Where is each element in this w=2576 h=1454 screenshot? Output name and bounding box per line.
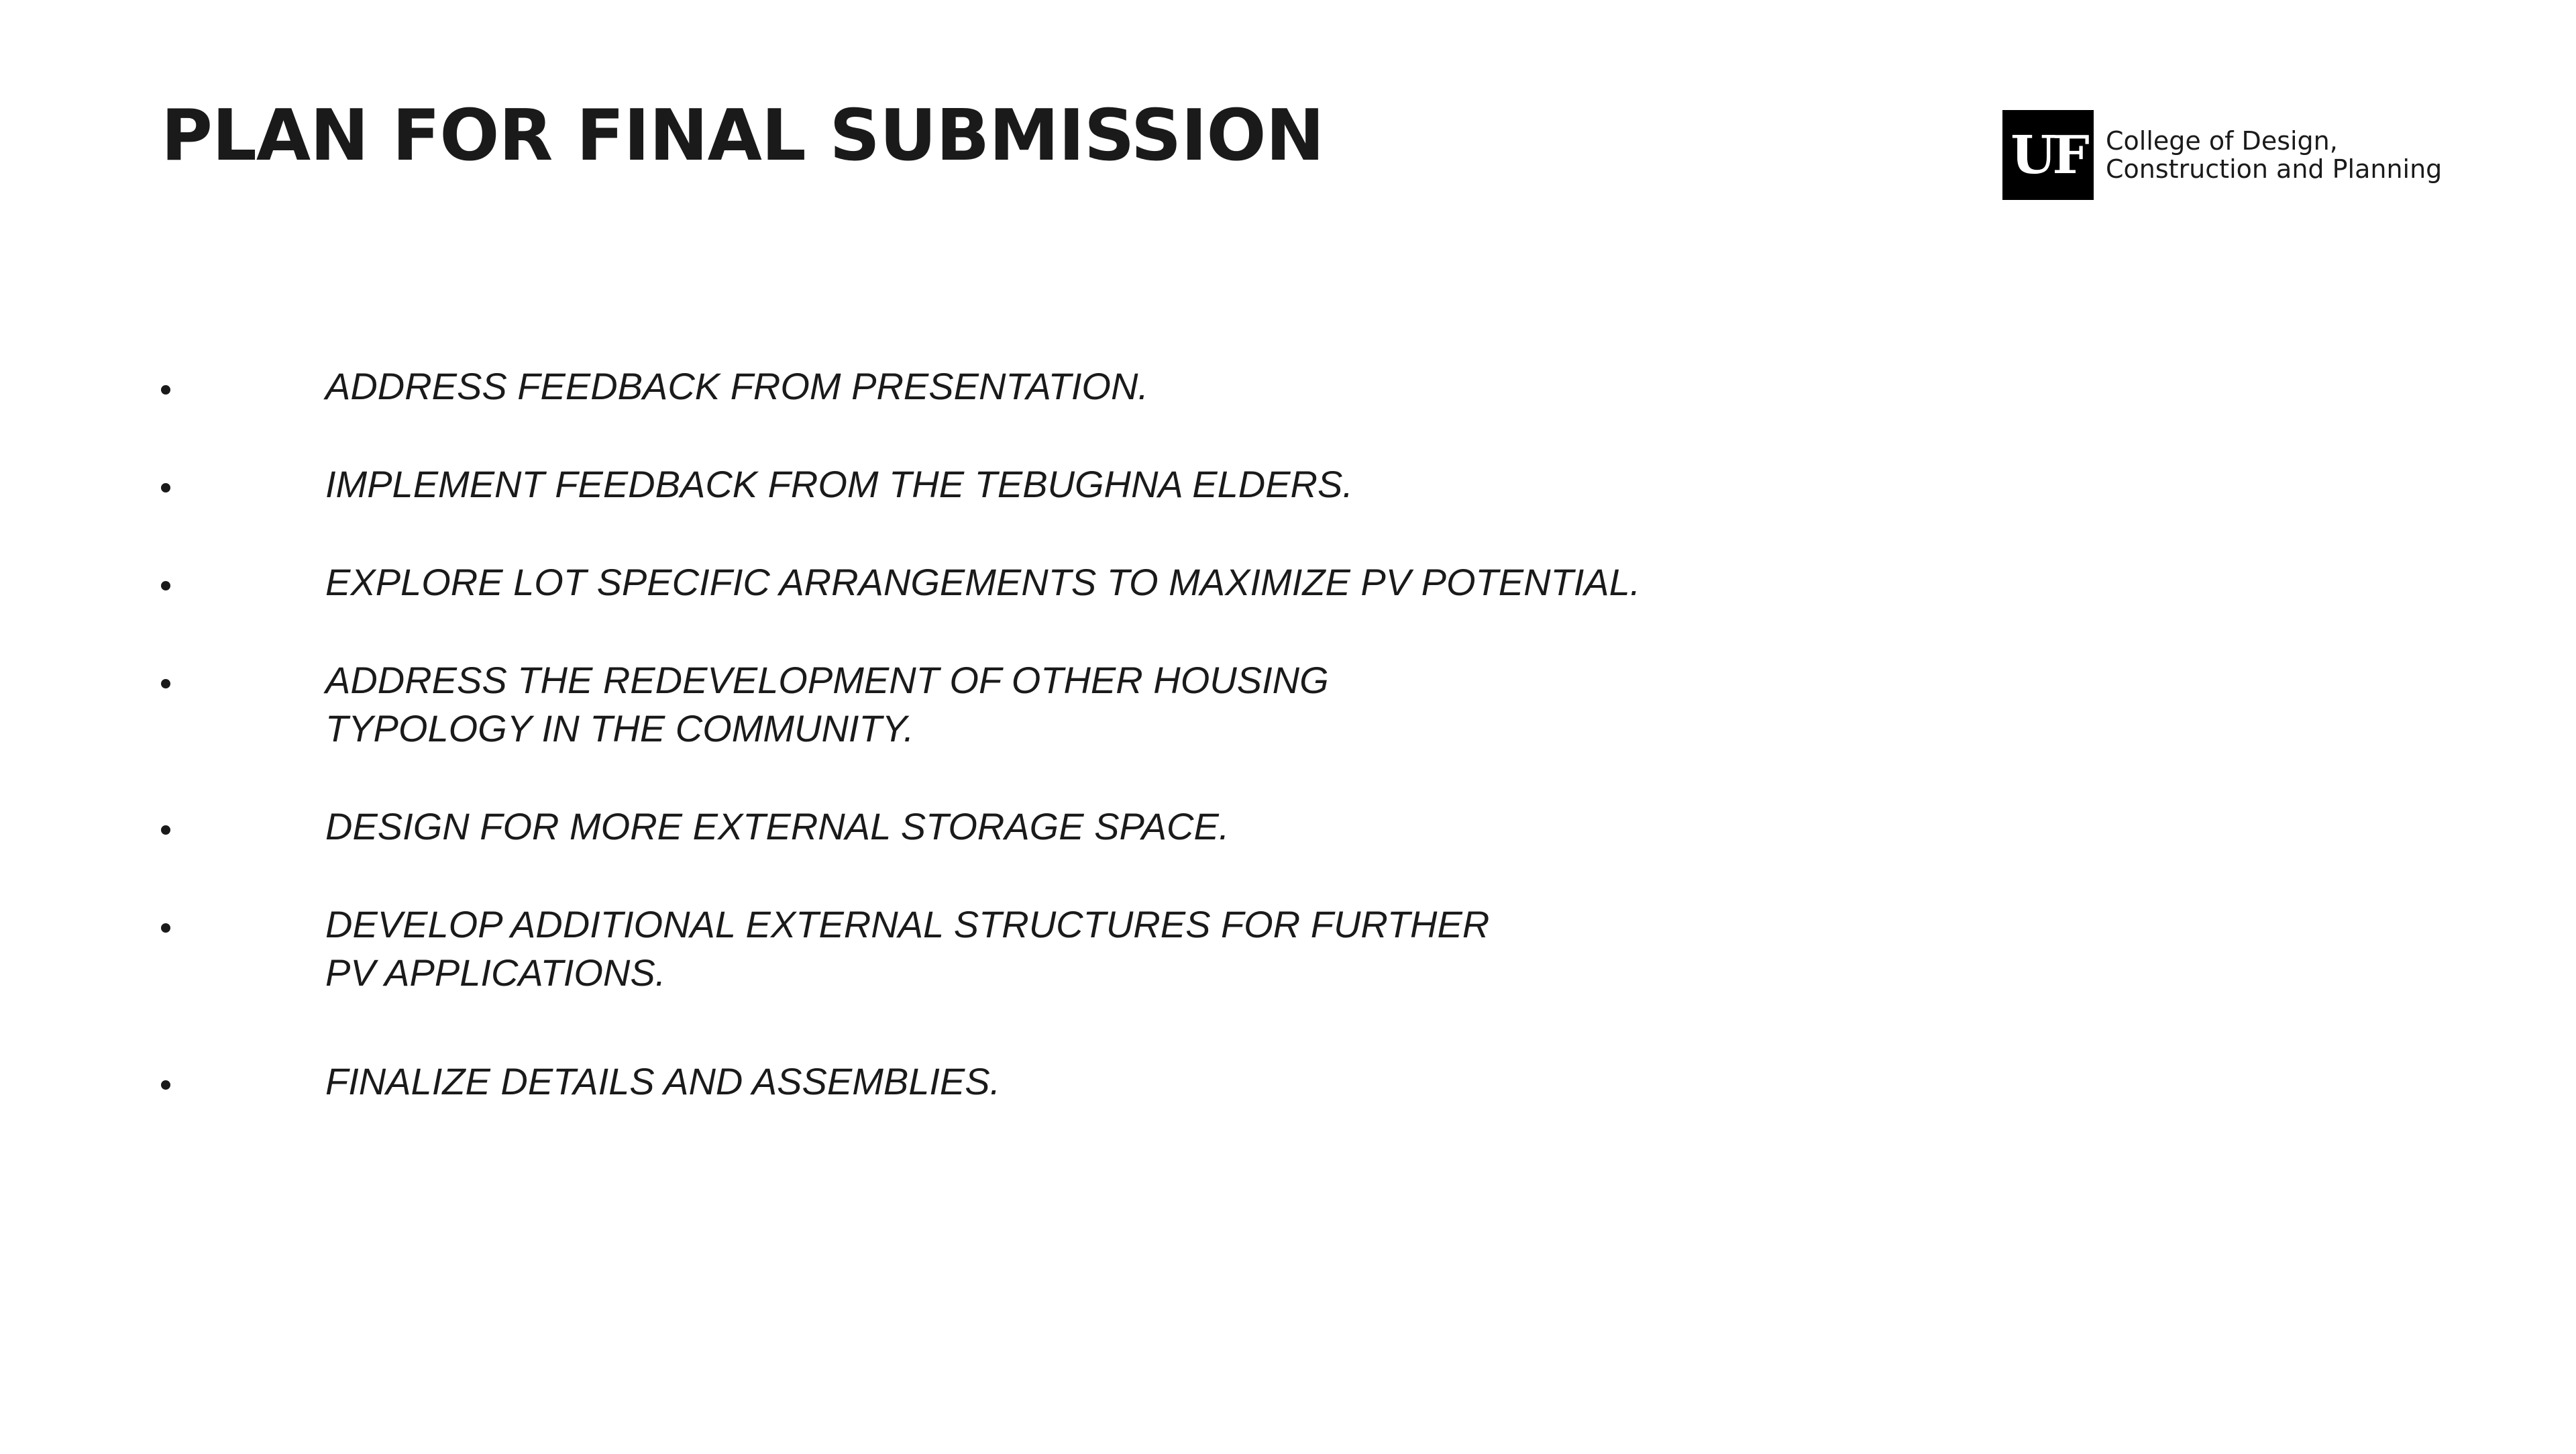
uf-logo	[2002, 110, 2442, 200]
bullet-line: IMPLEMENT FEEDBACK FROM THE TEBUGHNA ELDERS.	[325, 463, 1353, 505]
bullet-line: TYPOLOGY IN THE COMMUNITY.	[325, 707, 914, 749]
bullet-dot-icon	[161, 1080, 170, 1090]
bullet-dot-icon	[161, 483, 170, 492]
logo-text-line-2: Construction and Planning	[2106, 154, 2443, 184]
bullet-text	[325, 460, 2039, 509]
bullet-item	[161, 656, 2039, 753]
bullet-dot-icon	[161, 581, 170, 590]
bullet-text	[325, 656, 2039, 753]
logo-text-line-1: College of Design,	[2106, 126, 2338, 156]
bullet-item	[161, 558, 2039, 607]
logo-text	[2106, 127, 2442, 183]
bullet-text	[325, 558, 2039, 607]
bullet-line: FINALIZE DETAILS AND ASSEMBLIES.	[325, 1060, 1001, 1102]
bullet-item	[161, 900, 2039, 997]
bullet-item	[161, 362, 2039, 411]
bullet-line: ADDRESS FEEDBACK FROM PRESENTATION.	[325, 365, 1148, 407]
bullet-dot-icon	[161, 923, 170, 933]
bullet-item	[161, 1057, 2039, 1106]
bullet-dot-icon	[161, 679, 170, 688]
bullet-text	[325, 1057, 2039, 1106]
bullet-dot-icon	[161, 825, 170, 835]
bullet-line: EXPLORE LOT SPECIFIC ARRANGEMENTS TO MAXIMIZE PV POTENTIAL.	[325, 561, 1641, 603]
bullet-text	[325, 362, 2039, 411]
page-title: PLAN FOR FINAL SUBMISSION	[161, 95, 1324, 176]
bullet-text	[325, 900, 2039, 997]
uf-logo-mark: UF	[2002, 110, 2094, 200]
bullet-line: DESIGN FOR MORE EXTERNAL STORAGE SPACE.	[325, 805, 1230, 847]
bullet-list	[161, 362, 2039, 1155]
bullet-line: PV APPLICATIONS.	[325, 951, 666, 994]
bullet-text	[325, 802, 2039, 851]
bullet-line: DEVELOP ADDITIONAL EXTERNAL STRUCTURES FOR FURTHER	[325, 903, 1490, 945]
bullet-item	[161, 460, 2039, 509]
bullet-line: ADDRESS THE REDEVELOPMENT OF OTHER HOUSING	[325, 659, 1329, 701]
bullet-item	[161, 802, 2039, 851]
bullet-dot-icon	[161, 385, 170, 395]
